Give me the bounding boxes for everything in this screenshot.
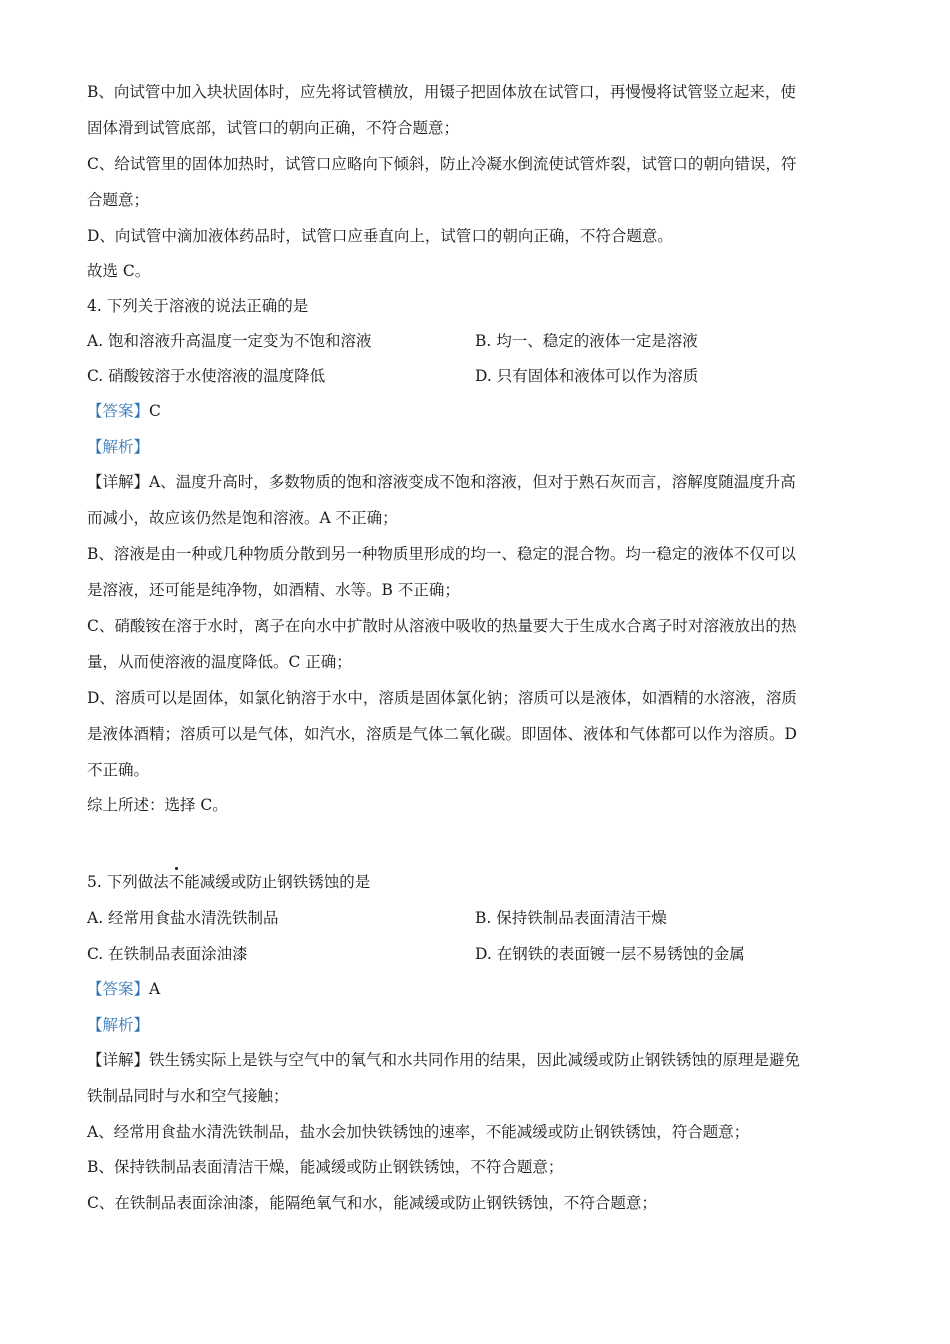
q5-stem-after: 能减缓或防止钢铁锈蚀的是 — [184, 873, 371, 891]
q4-option-b: B. 均一、稳定的液体一定是溶液 — [475, 332, 698, 350]
q4-stem: 4. 下列关于溶液的说法正确的是 — [87, 297, 309, 315]
q5-answer-value: A — [149, 980, 161, 998]
q5-option-d: D. 在钢铁的表面镀一层不易锈蚀的金属 — [475, 945, 745, 963]
q4-option-d: D. 只有固体和液体可以作为溶质 — [475, 367, 699, 385]
q4-detail-a-text: A、温度升高时，多数物质的饱和溶液变成不饱和溶液，但对于熟石灰而言，溶解度随温度升高 — [149, 473, 796, 491]
q4-summary: 综上所述：选择 C。 — [87, 796, 228, 814]
q4-detail-d-line3: 不正确。 — [87, 761, 150, 779]
q4-detail-b-line2: 是溶液，还可能是纯净物，如酒精、水等。B 不正确； — [87, 581, 460, 599]
q5-detail-line2: 铁制品同时与水和空气接触； — [87, 1087, 289, 1105]
q4-option-a: A. 饱和溶液升高温度一定变为不饱和溶液 — [87, 332, 372, 350]
q3-conclusion: 故选 C。 — [87, 262, 151, 280]
q4-answer-tag: 【答案】 — [87, 402, 150, 420]
q4-detail-a-line1 — [87, 472, 867, 492]
q5-answer-tag: 【答案】 — [87, 980, 150, 998]
q4-analysis-tag: 【解析】 — [87, 438, 150, 456]
q4-answer-value: C — [149, 402, 161, 420]
q5-option-b: B. 保持铁制品表面清洁干燥 — [475, 909, 667, 927]
q5-option-a: A. 经常用食盐水清洗铁制品 — [87, 909, 279, 927]
q5-stem-before: 5. 下列做法 — [87, 873, 169, 891]
q4-answer-row — [87, 401, 867, 421]
q5-detail-a: A、经常用食盐水清洗铁制品，盐水会加快铁锈蚀的速率，不能减缓或防止钢铁锈蚀，符合题意； — [87, 1123, 750, 1141]
q4-detail-d-line2: 是液体酒精；溶质可以是气体，如汽水，溶质是气体二氧化碳。即固体、液体和气体都可以作为溶质。D — [87, 725, 797, 743]
q3-option-d-explanation: D、向试管中滴加液体药品时，试管口应垂直向上，试管口的朝向正确，不符合题意。 — [87, 227, 673, 245]
q5-stem-emphasis: 不 — [168, 873, 185, 891]
q5-detail-line1 — [87, 1050, 867, 1070]
q5-analysis-row — [87, 1015, 867, 1035]
q4-detail-a-line2: 而减小，故应该仍然是饱和溶液。A 不正确； — [87, 509, 398, 527]
q3-option-c-explanation-line2: 合题意； — [87, 191, 150, 209]
q4-detail-tag: 【详解】 — [87, 473, 150, 491]
q4-detail-c-line1: C、硝酸铵在溶于水时，离子在向水中扩散时从溶液中吸收的热量要大于生成水合离子时对溶液放出的热 — [87, 617, 797, 635]
q5-detail-tag: 【详解】 — [87, 1051, 150, 1069]
q4-detail-d-line1: D、溶质可以是固体，如氯化钠溶于水中，溶质是固体氯化钠；溶质可以是液体，如酒精的水溶液，溶质 — [87, 689, 797, 707]
q5-answer-row — [87, 979, 867, 999]
q4-detail-b-line1: B、溶液是由一种或几种物质分散到另一种物质里形成的均一、稳定的混合物。均一稳定的液体不仅可以 — [87, 545, 796, 563]
q5-detail-text: 铁生锈实际上是铁与空气中的氧气和水共同作用的结果，因此减缓或防止钢铁锈蚀的原理是避免 — [149, 1051, 801, 1069]
q3-option-b-explanation-line2: 固体滑到试管底部，试管口的朝向正确，不符合题意； — [87, 119, 460, 137]
q5-option-c: C. 在铁制品表面涂油漆 — [87, 945, 248, 963]
q4-detail-c-line2: 量，从而使溶液的温度降低。C 正确； — [87, 653, 352, 671]
q4-analysis-row — [87, 437, 867, 457]
q5-detail-b: B、保持铁制品表面清洁干燥，能减缓或防止钢铁锈蚀，不符合题意； — [87, 1158, 564, 1176]
q3-option-b-explanation-line1: B、向试管中加入块状固体时，应先将试管横放，用镊子把固体放在试管口，再慢慢将试管竖立起来，使 — [87, 83, 796, 101]
q5-stem — [87, 872, 867, 892]
q3-option-c-explanation-line1: C、给试管里的固体加热时，试管口应略向下倾斜，防止冷凝水倒流使试管炸裂，试管口的朝向错误，符 — [87, 155, 797, 173]
q5-analysis-tag: 【解析】 — [87, 1016, 150, 1034]
q4-option-c: C. 硝酸铵溶于水使溶液的温度降低 — [87, 367, 326, 385]
q5-detail-c: C、在铁制品表面涂油漆，能隔绝氧气和水，能减缓或防止钢铁锈蚀，不符合题意； — [87, 1194, 657, 1212]
